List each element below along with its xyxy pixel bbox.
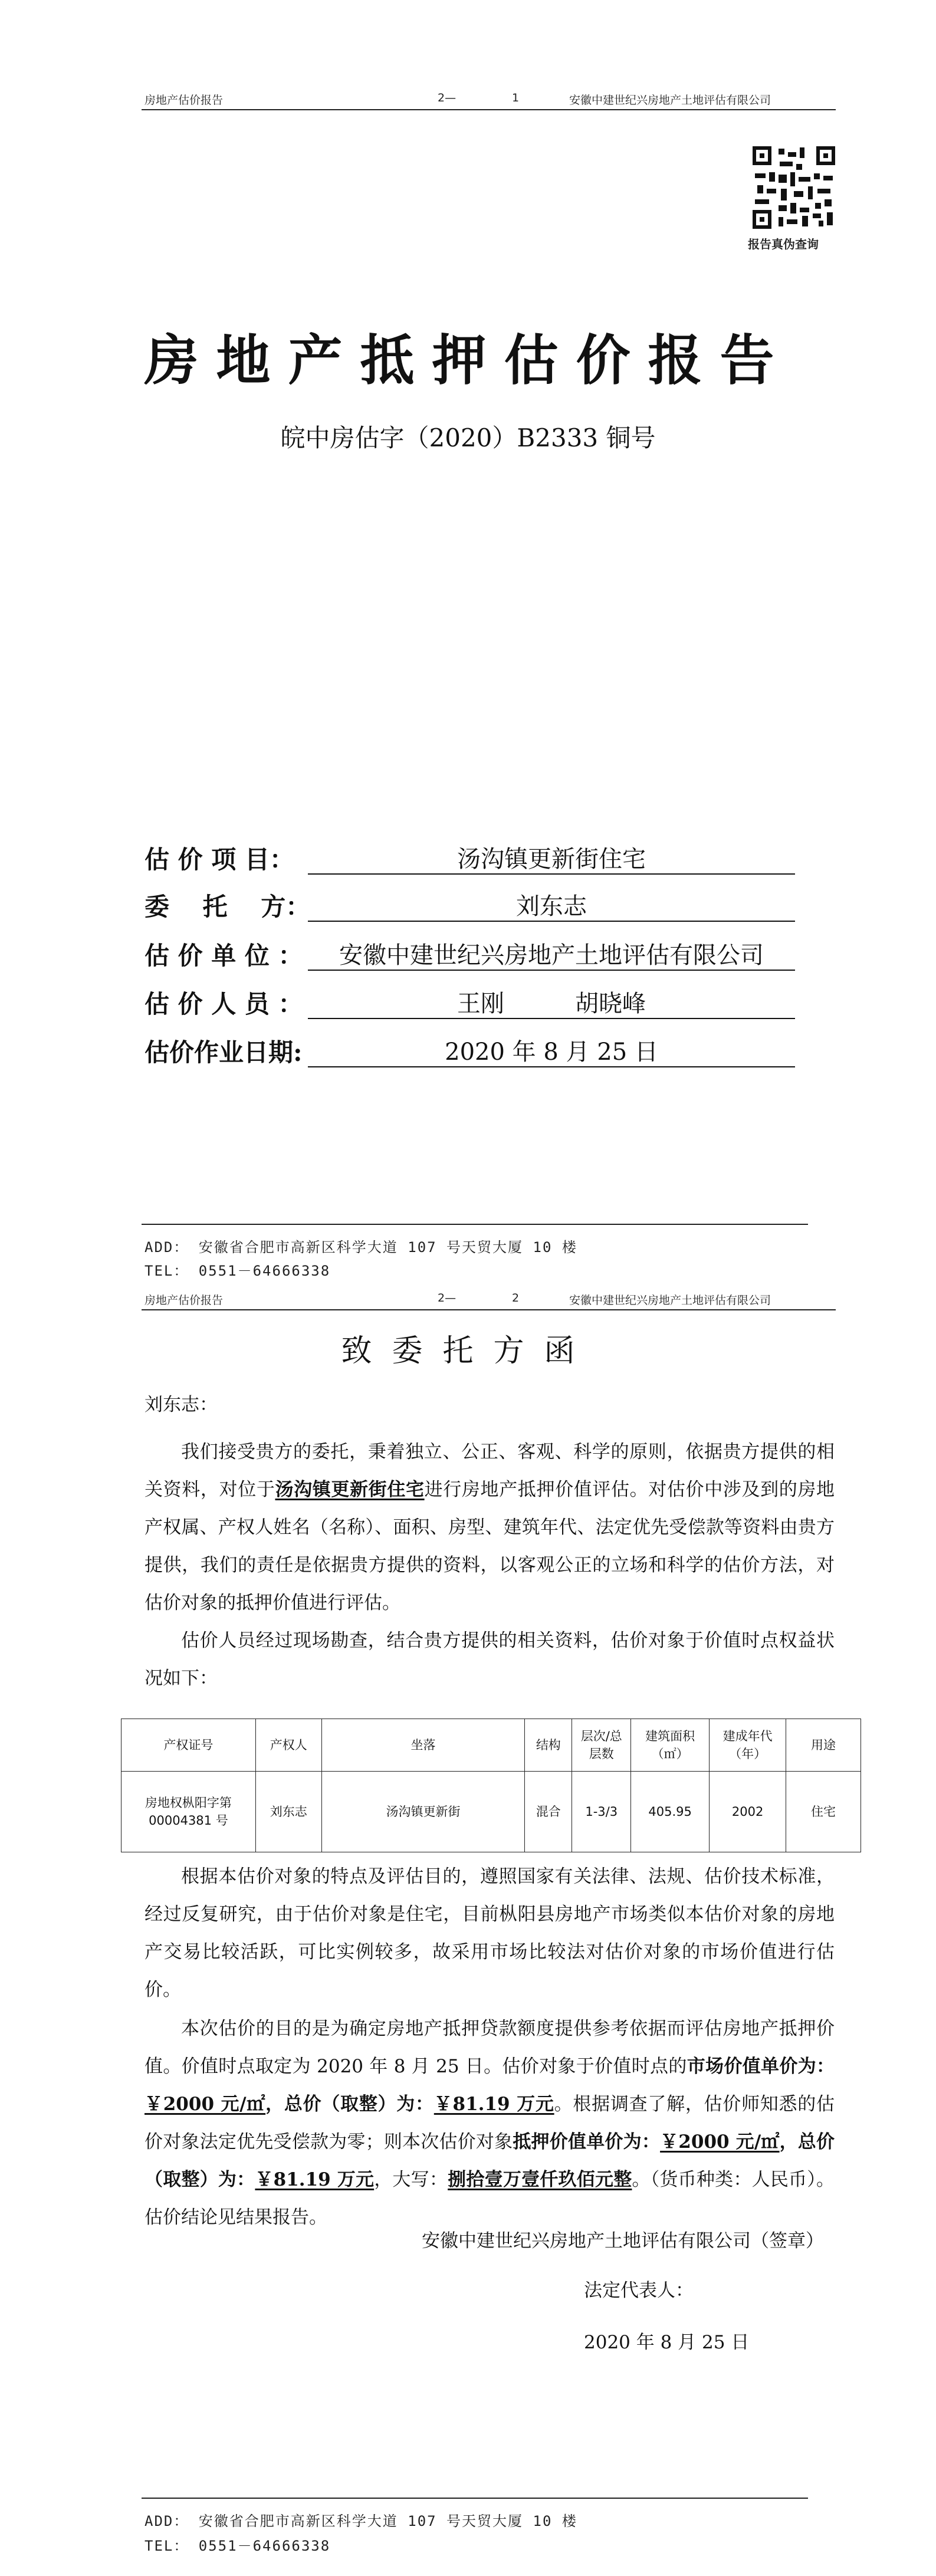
p4-text: ，大写： [374, 2169, 448, 2190]
field-value: 汤沟镇更新街住宅 [308, 840, 795, 875]
market-unit-price: ￥2000 元/㎡ [144, 2094, 266, 2115]
footer-rule [142, 1224, 808, 1225]
mortgage-unit-price-label: 抵押价值单价为： [513, 2131, 661, 2153]
market-unit-price-label: 市场价值单价为： [687, 2056, 835, 2077]
signature-legal-rep: 法定代表人： [584, 2280, 694, 2301]
property-table [121, 1719, 861, 1852]
field-label: 委 托 方： [144, 892, 311, 921]
table-cell: 住宅 [786, 1772, 861, 1852]
table-header: 建筑面积（㎡） [631, 1719, 710, 1772]
table-cell: 405.95 [631, 1772, 710, 1852]
table-header: 坐落 [321, 1719, 525, 1772]
field-label: 估价作业日期: [144, 1038, 303, 1067]
header-page-number: 1 [512, 91, 520, 104]
paragraph-3: 根据本估价对象的特点及评估目的，遵照国家有关法律、法规、估价技术标准，经过反复研究，由于估价对象是住宅，目前枞阳县房地产市场类似本估价对象的房地产交易比较活跃，可比实例较多，故采用市场比较法对估价对象的市场价值进行估价。 [144, 1866, 835, 2000]
header-rule [142, 109, 836, 110]
header-left: 房地产估价报告 [144, 94, 224, 107]
table-cell: 混合 [525, 1772, 572, 1852]
table-cell: 汤沟镇更新街 [321, 1772, 525, 1852]
amount-in-words: 捌拾壹万壹仟玖佰元整 [448, 2169, 632, 2190]
document-number: 皖中房估字（2020）B2333 铜号 [280, 423, 656, 452]
header-right: 安徽中建世纪兴房地产土地评估有限公司 [569, 94, 771, 107]
table-header: 建成年代（年） [710, 1719, 786, 1772]
report-title: 房地产抵押估价报告 [144, 328, 792, 392]
field-value: 2020 年 8 月 25 日 [308, 1033, 795, 1067]
field-work-date [144, 1033, 805, 1069]
mortgage-total-price: ￥81.19 万元 [255, 2169, 375, 2190]
market-total-label: ，总价（取整）为： [265, 2094, 434, 2115]
mortgage-total-label: ，总价（取整）为： [144, 2131, 835, 2190]
field-label: 估 价 人 员 ： [144, 990, 303, 1018]
footer-rule [142, 2498, 808, 2499]
paragraph-4 [144, 2010, 835, 2236]
p1-text-a: 我们接受贵方的委托，秉着独立、公正、客观、科学的原则，依据贵方提供的相关资料，对位于 [144, 1441, 835, 1500]
field-value: 王刚 胡晓峰 [308, 985, 795, 1019]
qr-code-icon [753, 146, 835, 229]
signature-date: 2020 年 8 月 25 日 [584, 2332, 750, 2353]
footer-address: ADD： 安徽省合肥市高新区科学大道 107 号天贸大厦 10 楼 [144, 2513, 577, 2529]
field-valuation-unit [144, 937, 805, 972]
header-left: 房地产估价报告 [144, 1294, 224, 1307]
p4-text: 。（货币种类：人民币）。估价结论见结果报告。 [144, 2169, 835, 2228]
header-right: 安徽中建世纪兴房地产土地评估有限公司 [569, 1294, 771, 1307]
header-page-number: 2 [512, 1292, 520, 1305]
field-value: 安徽中建世纪兴房地产土地评估有限公司 [308, 937, 795, 971]
table-header: 结构 [525, 1719, 572, 1772]
table-header: 层次/总层数 [572, 1719, 631, 1772]
table-cell: 2002 [710, 1772, 786, 1852]
paragraph-2: 估价人员经过现场勘查，结合贵方提供的相关资料，估价对象于价值时点权益状况如下： [144, 1630, 835, 1689]
table-header: 产权证号 [121, 1719, 256, 1772]
p4-text: 本次估价的目的是为确定房地产抵押贷款额度提供参考依据而评估房地产抵押价值。价值时点取定为 2020 年 8 月 25 日。估价对象于价值时点的 [144, 2018, 835, 2077]
table-row [121, 1772, 861, 1852]
table-header: 用途 [786, 1719, 861, 1772]
field-project [144, 840, 805, 876]
field-client [144, 888, 805, 923]
header-page-prefix: 2— [438, 1292, 456, 1305]
paragraph-1 [144, 1433, 835, 1622]
table-header: 产权人 [255, 1719, 321, 1772]
footer-tel: TEL： 0551－64666338 [144, 2538, 331, 2554]
header-rule [142, 1309, 836, 1310]
p1-text-b: 进行房地产抵押价值评估。对估价中涉及到的房地产权属、产权人姓名（名称）、面积、房型、建筑年代、法定优先受偿款等资料由贵方提供，我们的责任是依据贵方提供的资料，以客观公正的立场和科学的估价方法，对估价对象的抵押价值进行评估。 [144, 1479, 835, 1614]
market-total-price: ￥81.19 万元 [433, 2094, 554, 2115]
mortgage-unit-price: ￥2000 元/㎡ [660, 2131, 780, 2153]
qr-caption: 报告真伪查询 [748, 237, 819, 251]
field-label: 估 价 单 位 ： [144, 941, 303, 970]
salutation: 刘东志： [144, 1394, 218, 1415]
header-page-prefix: 2— [438, 91, 456, 104]
field-value: 刘东志 [308, 888, 795, 922]
footer-tel: TEL： 0551－64666338 [144, 1263, 331, 1279]
footer-address: ADD： 安徽省合肥市高新区科学大道 107 号天贸大厦 10 楼 [144, 1239, 577, 1256]
p4-text: 。根据调查了解，估价师知悉的估价对象法定优先受偿款为零；则本次估价对象 [144, 2094, 835, 2153]
field-appraisers [144, 985, 805, 1020]
table-cell: 房地权枞阳字第00004381 号 [121, 1772, 256, 1852]
table-header-row [121, 1719, 861, 1772]
valuation-object: 汤沟镇更新街住宅 [275, 1479, 425, 1500]
signature-company: 安徽中建世纪兴房地产土地评估有限公司（签章） [422, 2230, 824, 2252]
table-cell: 刘东志 [255, 1772, 321, 1852]
table-cell: 1-3/3 [572, 1772, 631, 1852]
field-label: 估 价 项 目： [144, 845, 294, 874]
letter-title: 致委托方函 [341, 1333, 595, 1369]
